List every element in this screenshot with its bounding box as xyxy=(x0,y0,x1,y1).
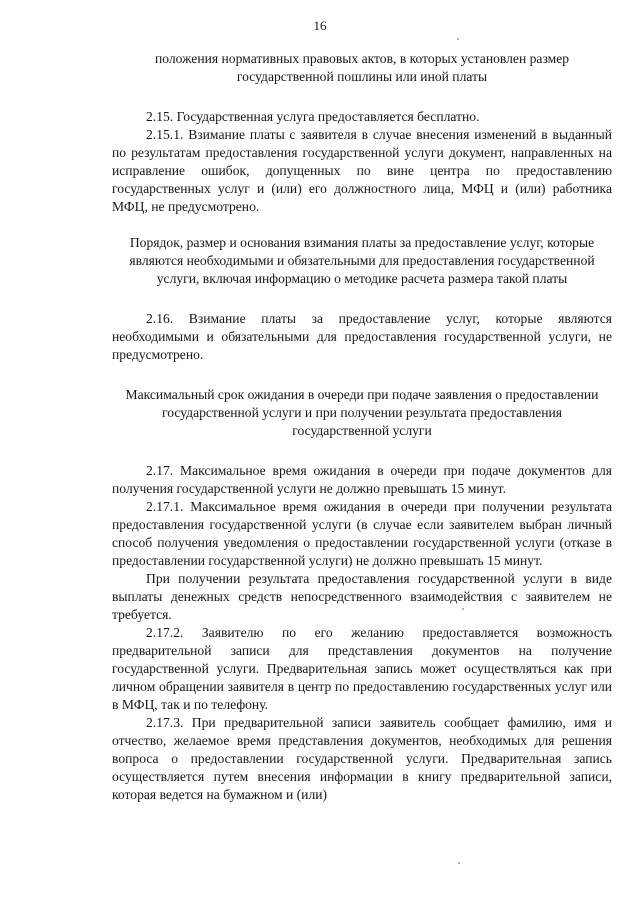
page-number: 16 xyxy=(313,18,327,33)
scan-speck xyxy=(462,608,464,610)
paragraph-payment-result: При получении результата предоставления государственной услуги в виде выплаты денежных средств непосредственного взаимодействия с заявителем не требуется. xyxy=(112,571,612,622)
paragraph-2-17-1: 2.17.1. Максимальное время ожидания в очереди при получении результата предоставления государственной услуги (в случае если заявителем выбран личный способ получения уведомления о предоставлении государственной услуги (отказе в предоставлении государственной услуги) не должно превышать 15 минут. xyxy=(112,499,612,568)
document-body xyxy=(112,50,612,804)
heading-fee-necessary-services: Порядок, размер и основания взимания платы за предоставление услуг, которые являются необходимыми и обязательными для предоставления государственной услуги, включая информацию о методике расчета размера такой платы xyxy=(129,235,595,286)
paragraph-2-15-1: 2.15.1. Взимание платы с заявителя в случае внесения изменений в выданный по результатам предоставления государственной услуги документ, направленных на исправление ошибок, допущенных по вине центра по предоставлению государственных услуг и (или) его должностного лица, МФЦ и (или) работника МФЦ, не предусмотрено. xyxy=(112,127,612,214)
paragraph-2-16: 2.16. Взимание платы за предоставление услуг, которые являются необходимыми и обязательными для предоставления государственной услуги, не предусмотрено. xyxy=(112,311,612,362)
scan-speck xyxy=(457,38,459,40)
scan-speck xyxy=(458,862,460,864)
paragraph-2-15: 2.15. Государственная услуга предоставляется бесплатно. xyxy=(146,109,480,124)
paragraph-2-17: 2.17. Максимальное время ожидания в очереди при подаче документов для получения государственной услуги не должно превышать 15 минут. xyxy=(112,463,612,496)
heading-fee-legal-acts-continued: положения нормативных правовых актов, в которых установлен размер государственной пошлины или иной платы xyxy=(154,51,570,84)
paragraph-2-17-2: 2.17.2. Заявителю по его желанию предоставляется возможность предварительной записи для представления документов на получение государственной услуги. Предварительная запись может осуществляться как при личном обращении заявителя в центр по предоставлению государственных услуг или в МФЦ, так и по телефону. xyxy=(112,625,612,712)
paragraph-2-17-3: 2.17.3. При предварительной записи заявитель сообщает фамилию, имя и отчество, желаемое время представления документов, необходимых для решения вопроса о предоставлении государственной услуги. Предварительная запись осуществляется путем внесения информации в книгу предварительной записи, которая ведется на бумажном и (или) xyxy=(112,715,612,802)
heading-max-waiting-time: Максимальный срок ожидания в очереди при подаче заявления о предоставлении государственной услуги и при получении результата предоставления государственной услуги xyxy=(125,387,599,438)
